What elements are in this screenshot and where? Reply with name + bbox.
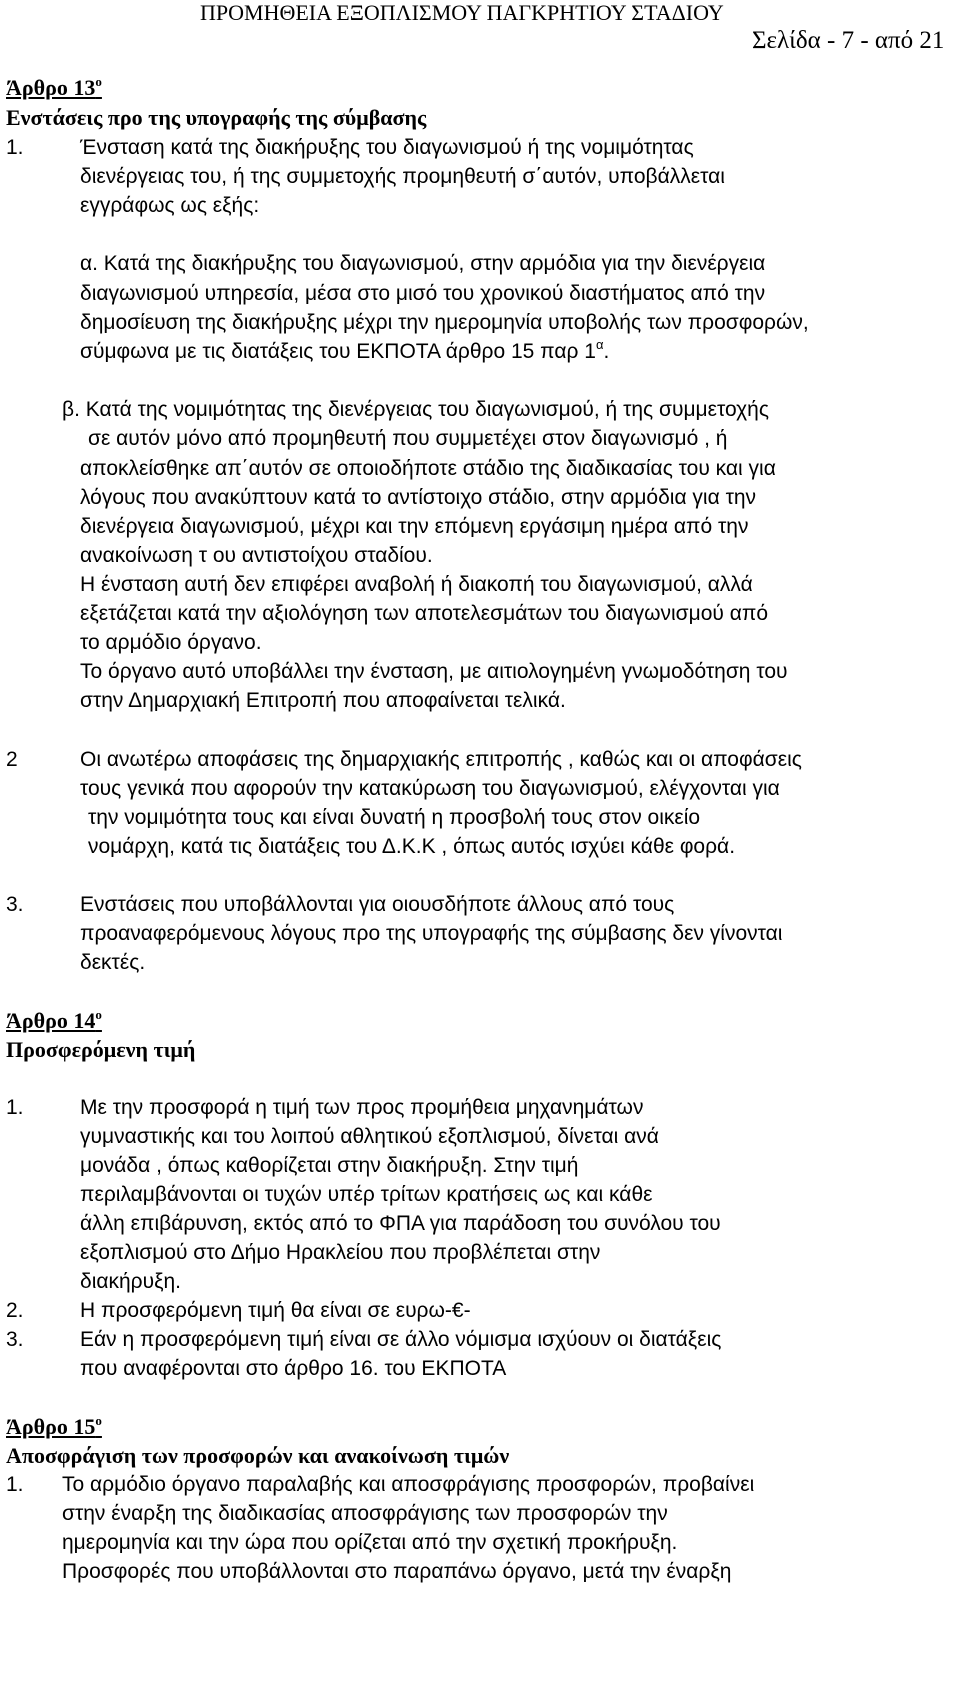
article-13-clause-b-line: στην Δημαρχιακή Επιτροπή που αποφαίνεται τελικά. — [80, 689, 566, 712]
article-14-item-1-line: διακήρυξη. — [80, 1270, 182, 1293]
article-13-clause-b-line: λόγους που ανακύπτουν κατά το αντίστοιχο στάδιο, στην αρμόδια για την — [80, 486, 757, 509]
article-13-clause-b-line: το αρμόδιο όργανο. — [80, 631, 262, 654]
article-13-clause-a-line: α. Κατά της διακήρυξης του διαγωνισμού, στην αρμόδια για την διενέργεια — [80, 252, 766, 275]
article-14-item-1-line: εξοπλισμού στο Δήμο Ηρακλείου που προβλέπεται στην — [80, 1241, 601, 1264]
article-14-item-1-line: γυμναστικής και του λοιπού αθλητικού εξοπλισμού, δίνεται ανά — [80, 1125, 659, 1148]
article-13-item-2-number: 2 — [6, 748, 18, 771]
article-13-item-3-line: προαναφερόμενους λόγους προ της υπογραφής της σύμβασης δεν γίνονται — [80, 922, 783, 945]
article-13-item-1-line: εγγράφως ως εξής: — [80, 194, 260, 217]
article-13-clause-a-line: διαγωνισμού υπηρεσία, μέσα στο μισό του χρονικού διαστήματος από την — [80, 282, 766, 305]
article-15-heading-sup: ο — [95, 1413, 102, 1428]
article-15-heading-text: Άρθρο 15 — [6, 1414, 96, 1439]
article-14-subtitle: Προσφερόμενη τιμή — [6, 1037, 196, 1062]
article-13-item-2-line: Οι ανωτέρω αποφάσεις της δημαρχιακής επιτροπής , καθώς και οι αποφάσεις — [80, 748, 802, 771]
article-14-heading — [6, 1007, 102, 1035]
article-13-clause-b-line: Η ένσταση αυτή δεν επιφέρει αναβολή ή διακοπή του διαγωνισμού, αλλά — [80, 573, 753, 596]
article-13-item-3-line: δεκτές. — [80, 951, 146, 974]
article-13-item-2-line: την νομιμότητα τους και είναι δυνατή η προσβολή τους στον οικείο — [88, 806, 701, 829]
article-13-item-3-number: 3. — [6, 893, 24, 916]
article-14-item-1-line: Με την προσφορά η τιμή των προς προμήθεια μηχανημάτων — [80, 1096, 644, 1119]
article-13-subtitle: Ενστάσεις προ της υπογραφής της σύμβασης — [6, 105, 427, 130]
article-13-clause-b-line: αποκλείσθηκε απ΄αυτόν σε οποιοδήποτε στάδιο της διαδικασίας του και για — [80, 457, 776, 480]
article-13-clause-b-line: Το όργανο αυτό υποβάλλει την ένσταση, με αιτιολογημένη γνωμοδότηση του — [80, 660, 788, 683]
article-13-item-3-line: Ενστάσεις που υποβάλλονται για οιουσδήποτε άλλους από τους — [80, 893, 675, 916]
article-13-item-1-number: 1. — [6, 136, 24, 159]
article-13-clause-b-line: εξετάζεται κατά την αξιολόγηση των αποτελεσμάτων του διαγωνισμού από — [80, 602, 769, 625]
article-13-heading-sup: ο — [95, 74, 102, 89]
article-15-item-1-line: Προσφορές που υποβάλλονται στο παραπάνω όργανο, μετά την έναρξη — [62, 1560, 732, 1583]
article-15-item-1-line: ημερομηνία και την ώρα που ορίζεται από την σχετική προκήρυξη. — [62, 1531, 678, 1554]
article-13-heading — [6, 74, 102, 102]
article-14-item-3-line: που αναφέρονται στο άρθρο 16. του ΕΚΠΟΤΑ — [80, 1357, 507, 1380]
article-13-clause-b-line: ανακοίνωση τ ου αντιστοίχου σταδίου. — [80, 544, 433, 567]
article-14-heading-sup: ο — [95, 1007, 102, 1022]
article-13-clause-b-line: σε αυτόν μόνο από προμηθευτή που συμμετέχει στον διαγωνισμό , ή — [88, 427, 728, 450]
article-14-item-1-line: περιλαμβάνονται οι τυχών υπέρ τρίτων κρατήσεις ως και κάθε — [80, 1183, 653, 1206]
clause-a-end: . — [603, 340, 610, 363]
page-number: Σελίδα - 7 - από 21 — [752, 27, 945, 54]
article-13-clause-a-line-last — [80, 338, 609, 366]
article-13-clause-b-line: διενέργεια διαγωνισμού, μέχρι και την επόμενη εργάσιμη ημέρα από την — [80, 515, 749, 538]
clause-a-sup: α — [595, 337, 604, 352]
document-header-title: ΠΡΟΜΗΘΕΙΑ ΕΞΟΠΛΙΣΜΟΥ ΠΑΓΚΡΗΤΙΟΥ ΣΤΑΔΙΟΥ — [200, 0, 724, 25]
article-13-item-2-line: νομάρχη, κατά τις διατάξεις του Δ.Κ.Κ , όπως αυτός ισχύει κάθε φορά. — [88, 835, 736, 858]
article-13-clause-b-line: β. Κατά της νομιμότητας της διενέργειας του διαγωνισμού, ή της συμμετοχής — [62, 398, 769, 421]
article-13-heading-text: Άρθρο 13 — [6, 75, 96, 100]
article-14-item-3-number: 3. — [6, 1328, 24, 1351]
article-13-item-2-line: τους γενικά που αφορούν την κατακύρωση του διαγωνισμού, ελέγχονται για — [80, 777, 780, 800]
article-15-subtitle: Αποσφράγιση των προσφορών και ανακοίνωση τιμών — [6, 1443, 510, 1468]
article-15-item-1-line: στην έναρξη της διαδικασίας αποσφράγισης των προσφορών την — [62, 1502, 668, 1525]
article-14-heading-text: Άρθρο 14 — [6, 1008, 96, 1033]
article-15-item-1-line: Το αρμόδιο όργανο παραλαβής και αποσφράγισης προσφορών, προβαίνει — [62, 1473, 755, 1496]
article-14-item-1-line: μονάδα , όπως καθορίζεται στην διακήρυξη. Στην τιμή — [80, 1154, 579, 1177]
article-14-item-1-number: 1. — [6, 1096, 24, 1119]
article-13-item-1-line: διενέργειας του, ή της συμμετοχής προμηθευτή σ΄αυτόν, υποβάλλεται — [80, 165, 725, 188]
article-13-clause-a-line: δημοσίευση της διακήρυξης μέχρι την ημερομηνία υποβολής των προσφορών, — [80, 311, 809, 334]
clause-a-text: σύμφωνα με τις διατάξεις του ΕΚΠΟΤΑ άρθρο 15 παρ 1 — [80, 340, 596, 363]
article-15-heading — [6, 1413, 102, 1441]
article-14-item-1-line: άλλη επιβάρυνση, εκτός από το ΦΠΑ για παράδοση του συνόλου του — [80, 1212, 721, 1235]
article-14-item-3-line: Εάν η προσφερόμενη τιμή είναι σε άλλο νόμισμα ισχύουν οι διατάξεις — [80, 1328, 722, 1351]
article-14-item-2-line: Η προσφερόμενη τιμή θα είναι σε ευρω-€- — [80, 1299, 471, 1322]
article-13-item-1-line: Ένσταση κατά της διακήρυξης του διαγωνισμού ή της νομιμότητας — [80, 136, 694, 159]
article-14-item-2-number: 2. — [6, 1299, 24, 1322]
article-15-item-1-number: 1. — [6, 1473, 24, 1496]
